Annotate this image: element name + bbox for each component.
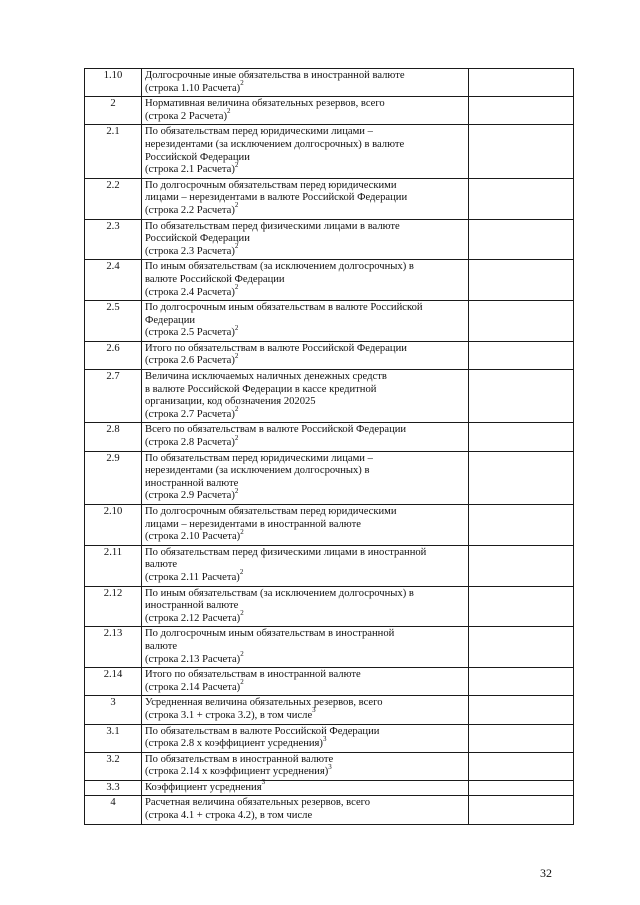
description-text: (строка 2.9 Расчета) [145,490,235,502]
table-row [85,627,574,668]
description-text: Нормативная величина обязательных резервов, всего [145,98,385,110]
row-number-cell: 3.2 [85,752,142,780]
description-text: (строка 2.12 Расчета) [145,612,241,624]
row-description-cell [142,724,469,752]
row-description-cell [142,451,469,504]
description-text: По обязательствам перед физическими лицами в иностранной [145,546,427,558]
description-line [145,160,465,177]
row-number-cell: 2.13 [85,627,142,668]
footnote-marker: 2 [240,609,244,618]
description-line [145,221,465,234]
description-line [145,302,465,315]
description-text: Итого по обязательствам в валюте Российской Федерации [145,342,407,354]
description-text: Долгосрочные иные обязательства в иностранной валюте [145,70,405,81]
description-line [145,641,465,654]
description-text: Расчетная величина обязательных резервов, всего [145,797,371,809]
description-text: По долгосрочным иным обязательствам в валюте Российской [145,302,423,314]
description-line [145,192,465,205]
row-number-cell: 2.3 [85,219,142,260]
description-line [145,762,465,779]
row-description-cell [142,370,469,423]
description-line [145,396,465,409]
table-row [85,586,574,627]
footnote-marker: 2 [234,242,239,251]
table-row [85,219,574,260]
row-number-cell: 3 [85,696,142,724]
row-value-cell [469,505,574,546]
row-number-cell: 2.12 [85,586,142,627]
row-value-cell [469,451,574,504]
description-text: иностранной валюте [145,477,239,489]
description-text: (строка 2.11 Расчета) [145,571,240,583]
row-description-cell [142,97,469,125]
description-text: (строка 2.1 Расчета) [145,164,235,176]
description-line [145,152,465,165]
table-row [85,780,574,796]
footnote-marker: 2 [226,107,231,116]
row-description-cell [142,125,469,178]
description-text: (строка 2.5 Расчета) [145,327,235,339]
table-row [85,423,574,451]
description-line [145,609,465,626]
table-row [85,69,574,97]
page-number: 32 [540,866,552,880]
row-number-cell: 4 [85,796,142,824]
description-text: (строка 2.2 Расчета) [145,204,235,216]
description-line [145,697,465,710]
description-text: (строка 2.8 х коэффициент усреднения) [145,738,323,750]
description-text: (строка 2.6 Расчета) [145,355,235,367]
description-line [145,527,465,544]
row-number-cell: 2.2 [85,178,142,219]
footnote-marker: 2 [234,486,239,495]
description-text: (строка 2.7 Расчета) [145,408,235,420]
description-line [145,465,465,478]
description-text: По долгосрочным иным обязательствам в иностранной [145,628,395,640]
row-description-cell [142,423,469,451]
row-value-cell [469,780,574,796]
description-text: в валюте Российской Федерации в кассе кредитной [145,383,377,395]
footnote-marker: 2 [234,201,239,210]
row-number-cell: 2.4 [85,260,142,301]
description-line [145,405,465,422]
table-row [85,178,574,219]
description-line [145,506,465,519]
footnote-marker: 2 [239,568,244,577]
description-text: По обязательствам в иностранной валюте [145,753,334,765]
description-text: По долгосрочным обязательствам перед юридическими [145,179,397,191]
description-line [145,778,465,795]
row-description-cell [142,69,469,97]
description-line [145,706,465,723]
description-text: (строка 2.13 Расчета) [145,653,241,665]
description-line [145,678,465,695]
footnote-marker: 3 [261,778,266,787]
table-row [85,341,574,369]
row-number-cell: 2.7 [85,370,142,423]
row-number-cell: 3.1 [85,724,142,752]
row-value-cell [469,586,574,627]
description-line [145,754,465,767]
table-row [85,451,574,504]
description-line [145,568,465,585]
description-text: (строка 2.4 Расчета) [145,286,235,298]
description-text: По долгосрочным обязательствам перед юридическими [145,506,397,517]
description-text: (строка 1.10 Расчета) [145,82,241,94]
row-description-cell [142,780,469,796]
description-text: (строка 2 Расчета) [145,110,227,122]
description-line [145,371,465,384]
description-text: По обязательствам перед юридическими лицами – [145,126,373,138]
table-row [85,668,574,696]
description-line [145,588,465,601]
description-text: лицами – нерезидентами в иностранной валюте [145,518,361,530]
reserves-table-body [85,69,574,825]
row-value-cell [469,796,574,824]
description-line [145,734,465,751]
footnote-marker: 2 [240,527,244,536]
description-line [145,323,465,340]
description-text: По обязательствам в валюте Российской Федерации [145,725,380,737]
description-text: Итого по обязательствам в иностранной валюте [145,669,361,681]
description-text: (строка 4.1 + строка 4.2), в том числе [145,810,313,822]
row-value-cell [469,341,574,369]
row-description-cell [142,301,469,342]
table-row [85,505,574,546]
row-number-cell: 2.11 [85,545,142,586]
footnote-marker: 3 [312,706,316,715]
description-text: нерезидентами (за исключением долгосрочных) в [145,465,370,477]
footnote-marker: 2 [234,351,239,360]
row-value-cell [469,724,574,752]
row-value-cell [469,370,574,423]
row-number-cell: 2.8 [85,423,142,451]
description-line [145,600,465,613]
row-description-cell [142,178,469,219]
row-number-cell: 2.10 [85,505,142,546]
description-line [145,559,465,572]
row-value-cell [469,668,574,696]
table-row [85,696,574,724]
row-value-cell [469,696,574,724]
description-text: валюте [145,559,178,571]
row-value-cell [469,545,574,586]
row-number-cell: 2.9 [85,451,142,504]
footnote-marker: 2 [234,160,239,169]
row-value-cell [469,752,574,780]
row-description-cell [142,219,469,260]
row-description-cell [142,545,469,586]
row-value-cell [469,301,574,342]
description-text: (строка 2.8 Расчета) [145,437,235,449]
description-text: организации, код обозначения 202025 [145,396,316,408]
footnote-marker: 2 [240,650,244,658]
row-description-cell [142,586,469,627]
description-text: иностранной валюте [145,600,239,612]
row-value-cell [469,178,574,219]
description-line [145,282,465,300]
description-line [145,650,465,667]
description-text: валюте Российской Федерации [145,273,285,285]
row-value-cell [469,219,574,260]
row-description-cell [142,627,469,668]
footnote-marker: 3 [322,734,327,743]
row-description-cell [142,796,469,824]
description-line [145,79,465,96]
description-text: По иным обязательствам (за исключением долгосрочных) в [145,261,414,273]
description-line [145,433,465,450]
description-text: (строка 2.14 х коэффициент усреднения) [145,766,329,778]
description-text: Усредненная величина обязательных резервов, всего [145,697,383,709]
row-number-cell: 2 [85,97,142,125]
description-line [145,478,465,491]
description-line [145,486,465,503]
table-row [85,752,574,780]
description-text: (строка 2.3 Расчета) [145,245,235,257]
description-line [145,180,465,193]
description-line [145,726,465,739]
row-number-cell: 2.14 [85,668,142,696]
row-value-cell [469,125,574,178]
footnote-marker: 2 [234,433,239,442]
row-value-cell [469,260,574,301]
footnote-marker: 2 [234,405,239,414]
table-row [85,125,574,178]
footnote-marker: 3 [328,762,332,771]
description-text: По обязательствам перед физическими лицами в валюте [145,220,400,232]
row-description-cell [142,696,469,724]
description-text: Федерации [145,314,196,326]
description-line [145,453,465,466]
description-line [145,261,465,274]
description-text: Российской Федерации [145,233,250,245]
row-value-cell [469,627,574,668]
reserves-table [84,68,574,825]
description-text: Всего по обязательствам в валюте Российской Федерации [145,424,407,436]
description-line [145,384,465,397]
description-line [145,343,465,356]
description-line [145,126,465,139]
table-row [85,97,574,125]
description-line [145,315,465,328]
footnote-marker: 2 [234,323,239,332]
row-description-cell [142,752,469,780]
table-row [85,724,574,752]
table-row [85,301,574,342]
description-line [145,628,465,641]
description-line [145,424,465,437]
table-row [85,370,574,423]
description-text: лицами – нерезидентами в валюте Российской Федерации [145,192,408,204]
description-text: По иным обязательствам (за исключением долгосрочных) в [145,587,414,599]
row-description-cell [142,260,469,301]
description-text: валюте [145,640,178,652]
description-line [145,810,465,823]
description-line [145,233,465,246]
description-line [145,70,465,83]
description-line [145,274,465,287]
row-number-cell: 3.3 [85,780,142,796]
description-line [145,547,465,560]
description-line [145,242,465,259]
row-number-cell: 2.1 [85,125,142,178]
description-line [145,797,465,810]
description-text: (строка 2.14 Расчета) [145,681,241,693]
description-line [145,139,465,152]
row-value-cell [469,423,574,451]
description-text: Величина исключаемых наличных денежных средств [145,371,387,383]
row-value-cell [469,97,574,125]
description-line [145,98,465,111]
description-line [145,519,465,532]
row-description-cell [142,341,469,369]
description-line [145,351,465,368]
description-text: (строка 2.10 Расчета) [145,531,241,543]
table-row [85,260,574,301]
description-text: нерезидентами (за исключением долгосрочных) в валюте [145,138,405,150]
row-number-cell: 2.6 [85,341,142,369]
description-text: По обязательствам перед юридическими лицами – [145,452,373,464]
footnote-marker: 2 [240,79,244,88]
row-number-cell: 1.10 [85,69,142,97]
footnote-marker: 2 [234,282,239,291]
row-number-cell: 2.5 [85,301,142,342]
row-description-cell [142,505,469,546]
row-value-cell [469,69,574,97]
description-text: (строка 3.1 + строка 3.2), в том числе [145,709,313,721]
description-line [145,107,465,124]
description-line [145,201,465,218]
footnote-marker: 2 [240,678,244,687]
description-text: Коэффициент усреднения [145,781,262,793]
table-row [85,796,574,824]
table-row [85,545,574,586]
row-description-cell [142,668,469,696]
description-line [145,669,465,682]
description-text: Российской Федерации [145,151,250,163]
